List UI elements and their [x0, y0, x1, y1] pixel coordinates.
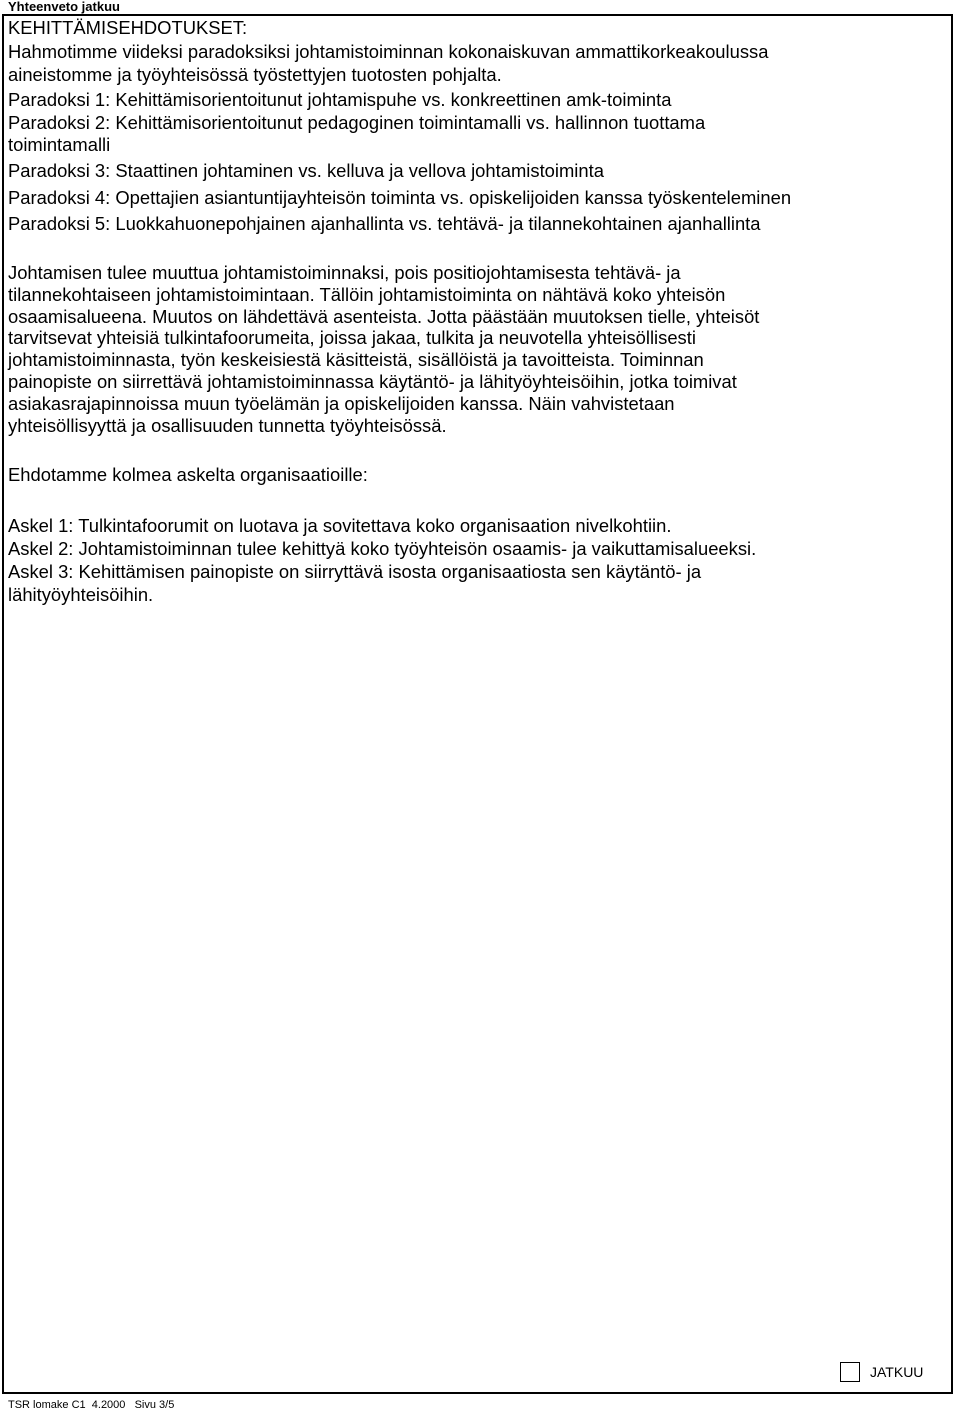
paradox-item: Paradoksi 1: Kehittämisorientoitunut johtamispuhe vs. konkreettinen amk-toiminta: [8, 88, 672, 110]
step-item: lähityöyhteisöihin.: [8, 583, 154, 605]
form-footer: [8, 1399, 174, 1411]
intro-paragraph: [8, 40, 952, 87]
paradox-item: Paradoksi 2: Kehittämisorientoitunut pedagoginen toimintamalli vs. hallinnon tuottama: [8, 112, 706, 133]
step-item: Askel 3: Kehittämisen painopiste on siirryttävä isosta organisaatiosta sen käytäntö- ja: [8, 560, 702, 582]
steps-list: [8, 514, 952, 606]
section-header-label: Yhteenveto jatkuu: [8, 0, 120, 14]
document-content: [8, 16, 952, 606]
body-paragraph: [8, 262, 952, 436]
footer-form-id: TSR lomake C1: [8, 1399, 86, 1411]
paradox-item: toimintamalli: [8, 134, 111, 155]
spacer: [8, 436, 952, 463]
paradox-item: Paradoksi 4: Opettajien asiantuntijayhteisön toiminta vs. opiskelijoiden kanssa työskenteleminen: [8, 187, 792, 208]
body-line: asiakasrajapinnoissa muun työelämän ja opiskelijoiden kanssa. Näin vahvistetaan: [8, 392, 675, 414]
spacer: [8, 487, 952, 514]
paradox-item: Paradoksi 5: Luokkahuonepohjainen ajanhallinta vs. tehtävä- ja tilannekohtainen ajanhallinta: [8, 212, 761, 234]
spacer: [8, 236, 952, 262]
step-item: Askel 2: Johtamistoiminnan tulee kehittyä koko työyhteisön osaamis- ja vaikuttamisalueeksi.: [8, 537, 757, 559]
body-line: osaamisalueena. Muutos on lähdettävä asenteista. Jotta päästään muutoksen tielle, yhteisöt: [8, 305, 760, 327]
body-line: Johtamisen tulee muuttua johtamistoiminnaksi, pois positiojohtamisesta tehtävä- ja: [8, 262, 681, 283]
step-item: Askel 1: Tulkintafoorumit on luotava ja sovitettava koko organisaation nivelkohtiin.: [8, 514, 672, 536]
footer-date: 4.2000: [91, 1399, 126, 1411]
body-line: tarvitsevat yhteisiä tulkintafoorumeita, joissa jakaa, tulkita ja neuvotella yhteisöllisesti: [8, 327, 696, 349]
steps-intro: Ehdotamme kolmea askelta organisaatioille:: [8, 464, 368, 486]
paradox-item: Paradoksi 3: Staattinen johtaminen vs. kelluva ja vellova johtamistoiminta: [8, 160, 604, 181]
body-line: johtamistoiminnasta, työn keskeisiestä käsitteistä, sisällöistä ja tavoitteista. Toiminnan: [8, 349, 704, 371]
continue-label: JATKUU: [870, 1364, 924, 1380]
intro-line: Hahmotimme viideksi paradoksiksi johtamistoiminnan kokonaiskuvan ammattikorkeakoulussa: [8, 40, 769, 62]
intro-line: aineistomme ja työyhteisössä työstettyjen tuotosten pohjalta.: [8, 64, 502, 85]
section-heading: KEHITTÄMISEHDOTUKSET:: [8, 17, 248, 38]
continue-checkbox[interactable]: [840, 1362, 860, 1382]
body-line: painopiste on siirrettävä johtamistoiminnassa käytäntö- ja lähityöyhteisöihin, jotka toimivat: [8, 370, 737, 392]
continue-control: [840, 1360, 923, 1384]
body-line: tilannekohtaiseen johtamistoimintaan. Tällöin johtamistoiminta on nähtävä koko yhteisön: [8, 283, 726, 305]
footer-page-number: Sivu 3/5: [134, 1399, 175, 1411]
paradox-list: [8, 87, 952, 237]
body-line: yhteisöllisyyttä ja osallisuuden tunnetta työyhteisössä.: [8, 414, 447, 436]
